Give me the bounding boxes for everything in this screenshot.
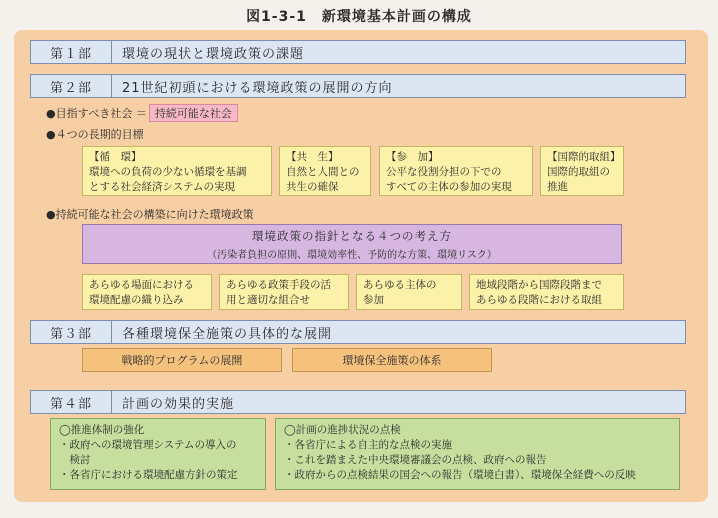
policy-item-text: あらゆる段階における取組 xyxy=(476,294,602,306)
right-item: ・政府からの点検結果の国会への報告（環境白書）、環境保全経費への反映 xyxy=(284,469,636,481)
objective-text: 共生の確保 xyxy=(286,181,339,193)
right-item: ・これを踏まえた中央環境審議会の点検、政府への報告 xyxy=(284,454,547,466)
objective-box-4 xyxy=(540,146,624,196)
goal-label: ●目指すべき社会 ＝ xyxy=(46,107,147,120)
policy-main: 環境政策の指針となる４つの考え方 xyxy=(252,228,452,243)
policy-principles-box xyxy=(82,224,622,264)
policy-item-text: 参加 xyxy=(363,294,384,306)
objective-text: 公平な役割分担の下での xyxy=(386,166,502,178)
objective-text: 推進 xyxy=(547,181,568,193)
part4-left-box xyxy=(50,418,266,490)
objective-text: 国際的取組の xyxy=(547,166,610,178)
part2-title: 21世紀初頭における環境政策の展開の方向 xyxy=(122,80,393,96)
part2-number: 第２部 xyxy=(31,75,112,97)
left-item: ・各省庁における環境配慮方針の策定 xyxy=(59,469,238,481)
part3-title: 各種環境保全施策の具体的な展開 xyxy=(122,326,333,342)
policy-item-text: 環境配慮の織り込み xyxy=(89,294,184,306)
part3-number: 第３部 xyxy=(31,321,112,343)
objective-box-2 xyxy=(279,146,371,196)
objective-text: 環境への負荷の少ない循環を基調 xyxy=(89,166,247,178)
part3-item-1: 戦略的プログラムの展開 xyxy=(82,348,282,372)
objective-head: 【国際的取組】 xyxy=(547,151,621,163)
objective-box-3 xyxy=(379,146,533,196)
objective-head: 【循 環】 xyxy=(89,151,142,163)
right-item: ・各省庁による自主的な点検の実施 xyxy=(284,439,452,451)
part4-number: 第４部 xyxy=(31,391,112,413)
policy-item-text: 地域段階から国際段階まで xyxy=(476,279,602,291)
policy-item-3 xyxy=(356,274,462,310)
part4-right-box xyxy=(275,418,680,490)
objective-box-1 xyxy=(82,146,272,196)
objective-head: 【参 加】 xyxy=(386,151,439,163)
objective-text: とする社会経済システムの実現 xyxy=(89,181,235,193)
part3-item-2: 環境保全施策の体系 xyxy=(292,348,492,372)
left-item: 検討 xyxy=(59,454,91,466)
part1-header xyxy=(30,40,686,64)
left-item: ・政府への環境管理システムの導入の xyxy=(59,439,237,451)
objective-text: すべての主体の参加の実現 xyxy=(386,181,512,193)
policy-label: ●持続可能な社会の構築に向けた環境政策 xyxy=(46,208,254,221)
policy-sub: （汚染者負担の原則、環境効率性、予防的な方策、環境リスク） xyxy=(207,249,497,261)
policy-item-2 xyxy=(219,274,349,310)
part1-number: 第１部 xyxy=(31,41,112,63)
figure-title: 図1-3-1 新環境基本計画の構成 xyxy=(246,9,472,25)
policy-item-4 xyxy=(469,274,624,310)
policy-item-1 xyxy=(82,274,212,310)
goal-badge: 持続可能な社会 xyxy=(149,104,238,122)
part1-title: 環境の現状と環境政策の課題 xyxy=(122,46,305,62)
objectives-label: ●４つの長期的目標 xyxy=(46,128,144,141)
policy-item-text: あらゆる政策手段の活 xyxy=(226,279,331,291)
objective-head: 【共 生】 xyxy=(286,151,339,163)
policy-item-text: 用と適切な組合せ xyxy=(226,294,310,306)
part4-title: 計画の効果的実施 xyxy=(122,396,235,412)
part2-header xyxy=(30,74,686,98)
right-head: ◯計画の進捗状況の点検 xyxy=(284,424,401,436)
policy-item-text: あらゆる場面における xyxy=(89,279,194,291)
goal-line xyxy=(46,104,238,122)
objective-text: 自然と人間との xyxy=(286,166,360,178)
left-head: ◯推進体制の強化 xyxy=(59,424,145,436)
part3-header xyxy=(30,320,686,344)
part4-header xyxy=(30,390,686,414)
policy-item-text: あらゆる主体の xyxy=(363,279,437,291)
